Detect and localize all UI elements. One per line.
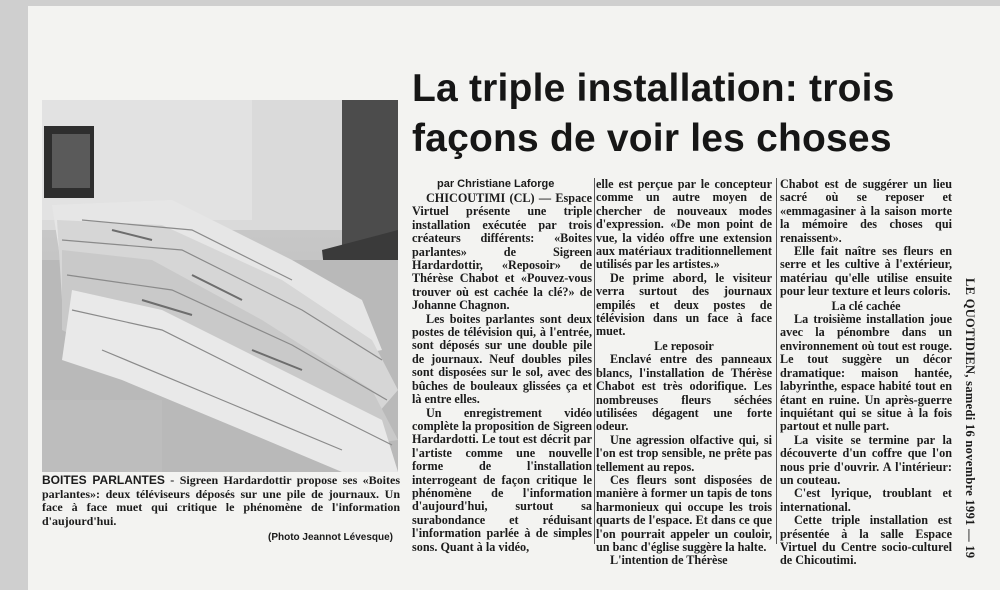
headline	[412, 64, 932, 164]
paragraph: Les boites parlantes sont deux postes de télévision qui, à l'entrée, sont déposés sur une double pile de journaux. Neuf doubles piles sont disposées sur le sol, avec des bûches de bouleaux glissées ça et là entre elles.	[412, 311, 592, 407]
paragraph: Elle fait naître ses fleurs en serre et les cultive à l'extérieur, matériau qu'elle utilise ensuite pour leur texture et leurs coloris.	[780, 244, 952, 299]
byline: par Christiane Laforge	[437, 178, 555, 190]
article-column-1	[412, 192, 592, 554]
photo-caption	[42, 474, 400, 528]
paragraph: De prime abord, le visiteur verra surtout des journaux empilés et deux postes de télévision dans un face à face muet.	[596, 270, 772, 339]
column-rule	[594, 178, 595, 544]
paragraph: C'est lyrique, troublant et international.	[780, 486, 952, 514]
photo-credit: (Photo Jeannot Lévesque)	[268, 532, 394, 543]
paragraph: Enclavé entre des panneaux blancs, l'installation de Thérèse Chabot est très odorifique. Les nombreuses fleurs séchées utilisées dégagent une forte odeur.	[596, 352, 772, 434]
subheading-reposoir: Le reposoir	[654, 338, 714, 353]
paragraph: L'intention de Thérèse	[610, 553, 728, 568]
caption-text: - Sigreen Hardardottir propose ses «Boites parlantes»: deux téléviseurs déposés sur une pile de journaux. Un face à face muet qui critique le phénomène de l'information d'aujourd'hui.	[42, 473, 400, 528]
headline-line-2: façons de voir les choses	[412, 117, 892, 160]
caption-lead: BOITES PARLANTES	[42, 473, 165, 487]
paragraph: Cette triple installation est présentée à la salle Espace Virtuel du Centre socio-culturel de Chicoutimi.	[780, 513, 952, 568]
newspaper-dateline: LE QUOTIDIEN, samedi 16 novembre 1991 — 19	[963, 278, 977, 559]
subheading-cle-cachee: La clé cachée	[831, 298, 901, 313]
headline-line-1: La triple installation: trois	[412, 67, 895, 110]
article-column-2	[596, 178, 772, 568]
article-photo	[42, 100, 398, 472]
paragraph: La visite se termine par la découverte d'un coffre que l'on nous prie d'ouvrir. A l'intérieur: un couteau.	[780, 432, 952, 487]
article-column-3	[780, 178, 952, 568]
paragraph: Une agression olfactive qui, si l'on est trop sensible, ne prête pas tellement au repos.	[596, 432, 772, 474]
column-rule	[776, 178, 777, 544]
paragraph: La troisième installation joue avec la pénombre dans un environnement où tout est rouge. Le tout suggère un décor dramatique: maison hantée, labyrinthe, espace habité tout en étant en ruine. Un après-guerre inquiétant qui se situe à la fois partout et nulle part.	[780, 312, 952, 434]
paragraph: elle est perçue par le concepteur comme un autre moyen de chercher de nouveaux modes d'expression. «De mon point de vue, la vidéo offre une extension aux matériaux traditionnellement utilisés par les artistes.»	[596, 177, 772, 272]
photo-illustration	[42, 100, 398, 472]
paragraph: CHICOUTIMI (CL) — Espace Virtuel présente une triple installation exécutée par trois créateurs différents: «Boites parlantes» de Sigreen Hardardottir, «Reposoir» de Thérèse Chabot et «Pouvez-vous trouver où est cachée la clé?» de Johanne Chagnon.	[412, 191, 592, 313]
paragraph: Un enregistrement vidéo complète la proposition de Sigreen Hardardotti. Le tout est décrit par l'artiste comme une nouvelle forme de l'installation interrogeant de façon critique le phénomène de l'information d'aujourd'hui, surtout sa surabondance et réduisant l'information parlée à de simples sons. Quant à la vidéo,	[412, 405, 592, 554]
paragraph: Ces fleurs sont disposées de manière à former un tapis de tons harmonieux qui occupe les trois quarts de l'espace. Et dans ce que l'on pourrait appeler un couloir, un banc d'église suggère la halte.	[596, 472, 772, 554]
paragraph: Chabot est de suggérer un lieu sacré où se reposer et «emmagasiner à la saison morte la mémoire des choses qui renaissent».	[780, 177, 952, 245]
